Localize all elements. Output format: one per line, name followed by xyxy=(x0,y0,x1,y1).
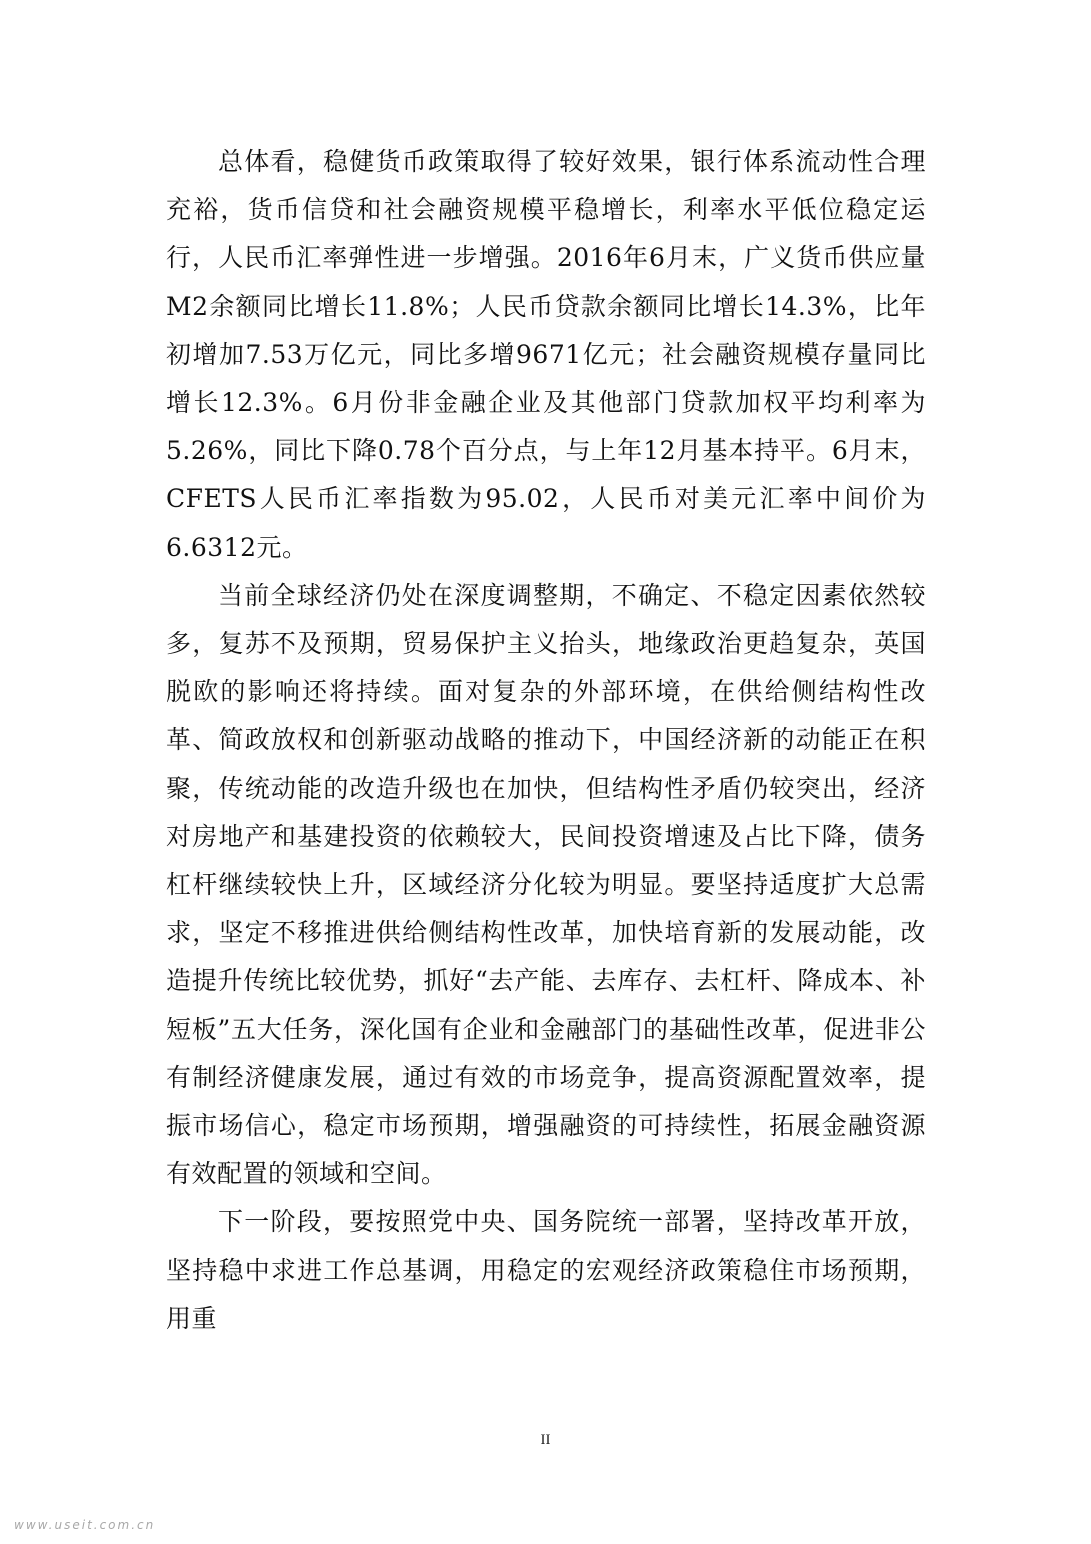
watermark: www.useit.com.cn xyxy=(14,1518,156,1532)
body-text xyxy=(166,138,926,1343)
page-number: II xyxy=(540,1432,551,1448)
paragraph-global-economy: 当前全球经济仍处在深度调整期，不确定、不稳定因素依然较多，复苏不及预期，贸易保护主义抬头，地缘政治更趋复杂，英国脱欧的影响还将持续。面对复杂的外部环境，在供给侧结构性改革、简政放权和创新驱动战略的推动下，中国经济新的动能正在积聚，传统动能的改造升级也在加快，但结构性矛盾仍较突出，经济对房地产和基建投资的依赖较大，民间投资增速及占比下降，债务杠杆继续较快上升，区域经济分化较为明显。要坚持适度扩大总需求，坚定不移推进供给侧结构性改革，加快培育新的发展动能，改造提升传统比较优势，抓好“去产能、去库存、去杠杆、降成本、补短板”五大任务，深化国有企业和金融部门的基础性改革，促进非公有制经济健康发展，通过有效的市场竞争，提高资源配置效率，提振市场信心，稳定市场预期，增强融资的可持续性，拓展金融资源有效配置的领域和空间。 xyxy=(166,580,926,1189)
paragraph-next-stage: 下一阶段，要按照党中央、国务院统一部署，坚持改革开放，坚持稳中求进工作总基调，用稳定的宏观经济政策稳住市场预期，用重 xyxy=(166,1207,926,1333)
paragraph-summary: 总体看，稳健货币政策取得了较好效果，银行体系流动性合理充裕，货币信贷和社会融资规模平稳增长，利率水平低位稳定运行，人民币汇率弹性进一步增强。2016年6月末，广义货币供应量M2余额同比增长11.8%；人民币贷款余额同比增长14.3%，比年初增加7.53万亿元，同比多增9671亿元；社会融资规模存量同比增长12.3%。6月份非金融企业及其他部门贷款加权平均利率为 5.26%，同比下降0.78个百分点，与上年12月基本持平。6月末，CFETS人民币汇率指数为95.02，人民币对美元汇率中间价为6.6312元。 xyxy=(166,147,926,562)
